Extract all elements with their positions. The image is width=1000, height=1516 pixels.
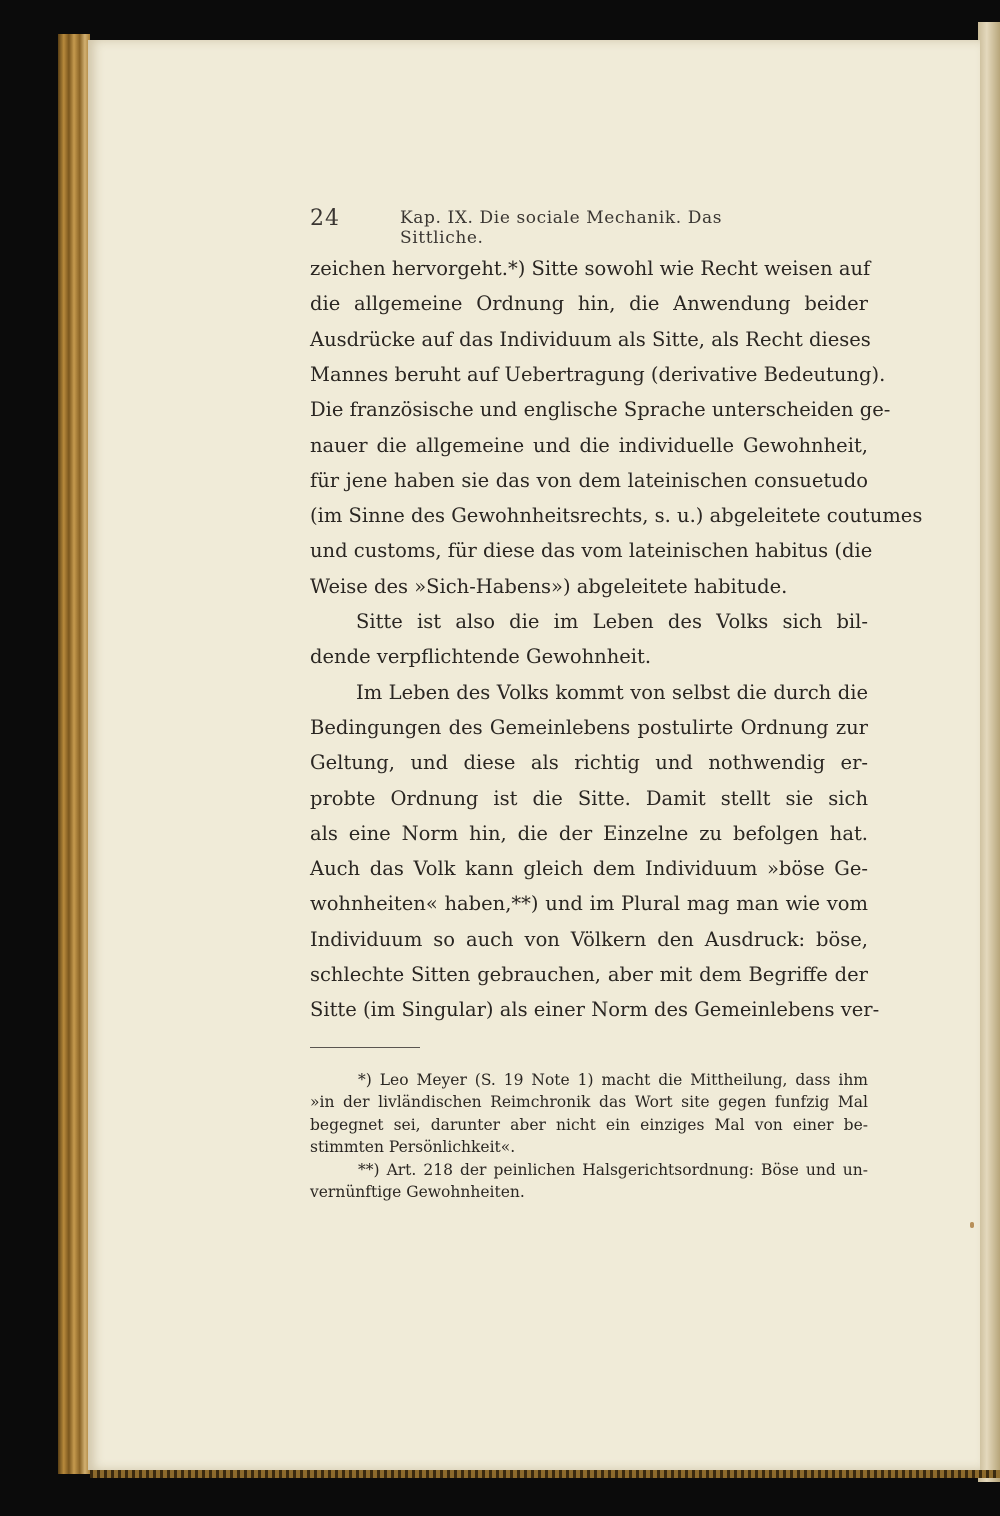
book-spine-edge: [58, 34, 90, 1474]
footnote-line: begegnet sei, darunter aber nicht ein einziges Mal von einer be-: [310, 1115, 868, 1134]
text-line: schlechte Sitten gebrauchen, aber mit dem Begriffe der: [310, 963, 868, 986]
text-line: wohnheiten« haben,**) und im Plural mag man wie vom: [310, 892, 868, 916]
text-line: (im Sinne des Gewohnheitsrechts, s. u.) abgeleitete coutumes: [310, 504, 923, 528]
page-fore-edge: [978, 22, 1000, 1482]
text-line: Sitte ist also die im Leben des Volks sich bil-: [356, 610, 868, 633]
text-line: zeichen hervorgeht.*) Sitte sowohl wie Recht weisen auf: [310, 257, 871, 280]
footnote-rule: [310, 1047, 420, 1048]
text-line: Weise des »Sich-Habens») abgeleitete habitude.: [310, 574, 788, 598]
text-line: dende verpflichtende Gewohnheit.: [310, 645, 652, 669]
text-line: Im Leben des Volks kommt von selbst die durch die: [356, 680, 868, 704]
text-line: und customs, für diese das vom lateinischen habitus (die: [310, 539, 873, 563]
text-line: Mannes beruht auf Uebertragung (derivative Bedeutung).: [310, 362, 886, 386]
text-line: Individuum so auch von Völkern den Ausdruck: böse,: [310, 927, 868, 951]
text-line: nauer die allgemeine und die individuelle Gewohnheit,: [310, 433, 868, 457]
text-line: Bedingungen des Gemeinlebens postulirte Ordnung zur: [310, 715, 868, 739]
text-line: Die französische und englische Sprache unterscheiden ge-: [310, 398, 891, 422]
footnote-line: *) Leo Meyer (S. 19 Note 1) macht die Mittheilung, dass ihm: [358, 1071, 868, 1089]
footnote-line: »in der livländischen Reimchronik das Wort site gegen funfzig Mal: [310, 1093, 868, 1112]
running-header: [310, 206, 790, 248]
footnote-line: **) Art. 218 der peinlichen Halsgerichtsordnung: Böse und un-: [358, 1160, 868, 1179]
text-line: die allgemeine Ordnung hin, die Anwendung beider: [310, 292, 868, 316]
footnote-line: stimmten Persönlichkeit«.: [310, 1138, 516, 1157]
page-number: 24: [310, 206, 340, 231]
running-title: Kap. IX. Die sociale Mechanik. Das Sittliche.: [400, 208, 723, 248]
text-line: Ausdrücke auf das Individuum als Sitte, als Recht dieses: [310, 327, 871, 351]
text-line: als eine Norm hin, die der Einzelne zu befolgen hat.: [310, 821, 868, 845]
footnote-line: vernünftige Gewohnheiten.: [310, 1183, 525, 1201]
text-line: Auch das Volk kann gleich dem Individuum »böse Ge-: [310, 857, 868, 881]
text-line: probte Ordnung ist die Sitte. Damit stellt sie sich: [310, 786, 868, 810]
book-bottom-edge: [90, 1470, 1000, 1478]
text-line: für jene haben sie das von dem lateinischen consuetudo: [310, 468, 868, 492]
text-line: Sitte (im Singular) als einer Norm des Gemeinlebens ver-: [310, 998, 880, 1022]
page-speck: [970, 1222, 974, 1228]
text-line: Geltung, und diese als richtig und nothwendig er-: [310, 751, 868, 775]
